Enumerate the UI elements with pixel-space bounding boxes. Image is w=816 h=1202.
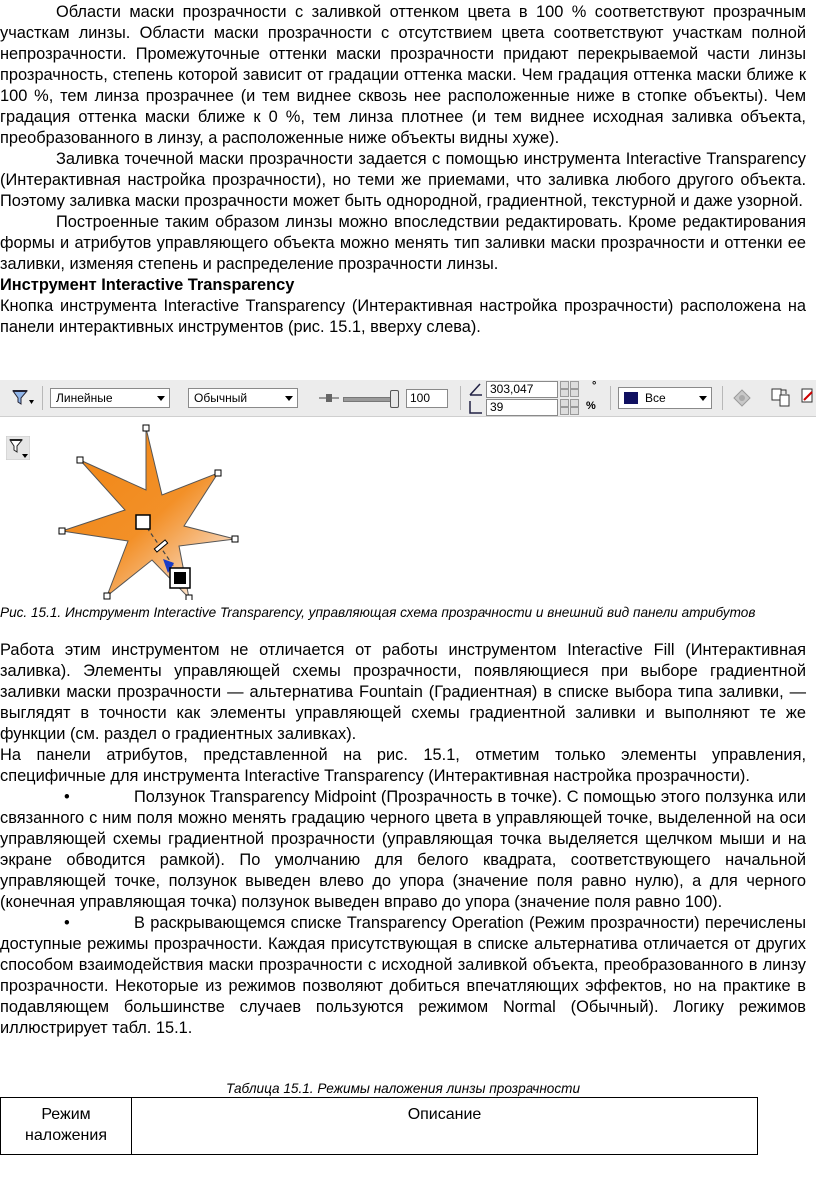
chevron-down-icon [699, 396, 707, 401]
angle-unit: ° [592, 380, 597, 392]
separator [42, 386, 43, 410]
edge-spin-down-2[interactable] [570, 407, 579, 415]
separator [460, 386, 461, 410]
star-illustration [50, 420, 250, 600]
target-value: Все [645, 391, 666, 405]
angle-spin-up[interactable] [560, 381, 569, 389]
transparency-operation-combo[interactable] [188, 388, 298, 408]
angle-spin-down-2[interactable] [570, 389, 579, 397]
freeze-icon[interactable] [732, 388, 752, 408]
list-item [0, 913, 806, 1039]
list-item [0, 787, 806, 913]
paragraph: Работа этим инструментом не отличается от работы инструментом Interactive Fill (Интерактивная заливка). Элементы управляющей схемы прозрачности, появляющиеся при выборе градиентной заливки маски прозрачности — альтернатива Fountain (Градиентная) в списке выбора типа заливки, — выглядят в точности как элементы управляющей схемы градиентной заливки и выполняют те же функции (см. раздел о градиентных заливках). [0, 641, 806, 743]
separator [610, 386, 611, 410]
paragraph: На панели атрибутов, представленной на рис. 15.1, отметим только элементы управления, специфичные для инструмента Interactive Transparency (Интерактивная настройка прозрачности). [0, 746, 806, 785]
table-header-cell: Описание [132, 1098, 758, 1155]
chevron-down-icon [285, 396, 293, 401]
midpoint-slider-thumb[interactable] [390, 390, 399, 408]
transparency-tool-icon[interactable] [9, 388, 35, 408]
list-item-text: Ползунок Transparency Midpoint (Прозрачность в точке). С помощью этого ползунка или связанного с ним поля можно менять градацию черного цвета в управляющей точке, выделенной на оси управляющей схемы градиентной прозрачности (управляющая точка выделяется щелчком мыши и на экране обводится рамкой). По умолчанию для белого квадрата, соответствующего начальной управляющей точке, ползунок выведен влево до упора (значение поля равно нулю), а для черного (конечная управляющая точка) ползунок выведен вправо до упора (значение поля равно 100). [0, 788, 806, 911]
angle-spin-down[interactable] [560, 389, 569, 397]
bullet-icon: • [64, 914, 70, 932]
fill-type-value: Линейные [56, 391, 113, 405]
edge-pad-value: 39 [490, 400, 504, 414]
paragraph: Кнопка инструмента Interactive Transparency (Интерактивная настройка прозрачности) расположена на панели интерактивных инструментов (рис. 15.1, вверху слева). [0, 297, 806, 336]
edge-unit: % [586, 400, 596, 412]
star-shape[interactable] [62, 428, 235, 598]
angle-field[interactable] [486, 381, 558, 398]
list-item-text: В раскрывающемся списке Transparency Operation (Режим прозрачности) перечислены доступные режимы прозрачности. Каждая присутствующая в списке альтернатива отличается от других способом взаимодействия маски прозрачности с исходной заливкой объекта, преобразованного в линзу прозрачности. Некоторые из режимов позволяют добиться впечатляющих эффектов, но на практике в подавляющем большинстве случаев пользуются режимом Normal (Обычный). Логику режимов иллюстрирует табл. 15.1. [0, 914, 806, 1037]
midpoint-field[interactable] [406, 389, 448, 408]
paragraph: Построенные таким образом линзы можно впоследствии редактировать. Кроме редактирования формы и атрибутов управляющего объекта можно менять тип заливки маски прозрачности и оттенки ее заливки, изменяя степень и распределение прозрачности линзы. [0, 213, 806, 273]
separator [722, 386, 723, 410]
target-icon [624, 392, 638, 404]
table-caption: Таблица 15.1. Режимы наложения линзы прозрачности [225, 1081, 581, 1096]
copy-transparency-icon[interactable] [770, 386, 792, 408]
edge-pad-field[interactable] [486, 399, 558, 416]
table-header-cell: Режим наложения [1, 1098, 132, 1155]
section-heading: Инструмент Interactive Transparency [0, 276, 295, 294]
paragraph: Заливка точечной маски прозрачности задается с помощью инструмента Interactive Transparency (Интерактивная настройка прозрачности), но теми же приемами, что заливка любого другого объекта. Поэтому заливка маски прозрачности может быть однородной, градиентной, текстурной и даже узорной. [0, 150, 806, 210]
property-bar [0, 380, 816, 417]
figure-caption: Рис. 15.1. Инструмент Interactive Transparency, управляющая схема прозрачности и внешний вид панели атрибутов [0, 605, 756, 620]
edge-spin-down[interactable] [560, 407, 569, 415]
modes-table [0, 1097, 758, 1155]
operation-value: Обычный [194, 391, 248, 405]
midpoint-slider-track[interactable] [343, 397, 397, 402]
midpoint-icon [318, 391, 340, 405]
fill-type-combo[interactable] [50, 388, 170, 408]
edge-pad-icon [468, 399, 484, 415]
bottom-text-block [0, 640, 806, 1039]
paragraph: Области маски прозрачности с заливкой оттенком цвета в 100 % соответствуют прозрачным участкам линзы. Области маски прозрачности с отсутствием цвета соответствуют участкам полной непрозрачности. Промежуточные оттенки маски прозрачности придают перекрываемой части линзы прозрачность, степень которой зависит от градации оттенка маски. Чем градация оттенка маски ближе к 100 %, тем линза прозрачнее (и тем виднее сквозь нее расположенные ниже в стопке объекты). Чем градация оттенка маски ближе к 0 %, тем линза плотнее (и тем виднее исходная заливка объекта, преобразованного в линзу, а расположенные ниже объекты видны хуже). [0, 3, 806, 147]
angle-spin-up-2[interactable] [570, 381, 579, 389]
chevron-down-icon [157, 396, 165, 401]
table-header-row [1, 1098, 758, 1155]
transparency-target-combo[interactable] [618, 387, 712, 409]
clear-transparency-icon[interactable] [800, 386, 816, 408]
toolbox-transparency-icon[interactable] [6, 436, 30, 460]
end-handle-black[interactable] [174, 572, 186, 584]
angle-value: 303,047 [490, 382, 534, 396]
start-handle-white[interactable] [136, 515, 150, 529]
edge-spin-up-2[interactable] [570, 399, 579, 407]
midpoint-value: 100 [410, 391, 431, 405]
bullet-icon: • [64, 788, 70, 806]
edge-spin-up[interactable] [560, 399, 569, 407]
angle-icon [468, 381, 484, 397]
top-text-block [0, 2, 806, 338]
